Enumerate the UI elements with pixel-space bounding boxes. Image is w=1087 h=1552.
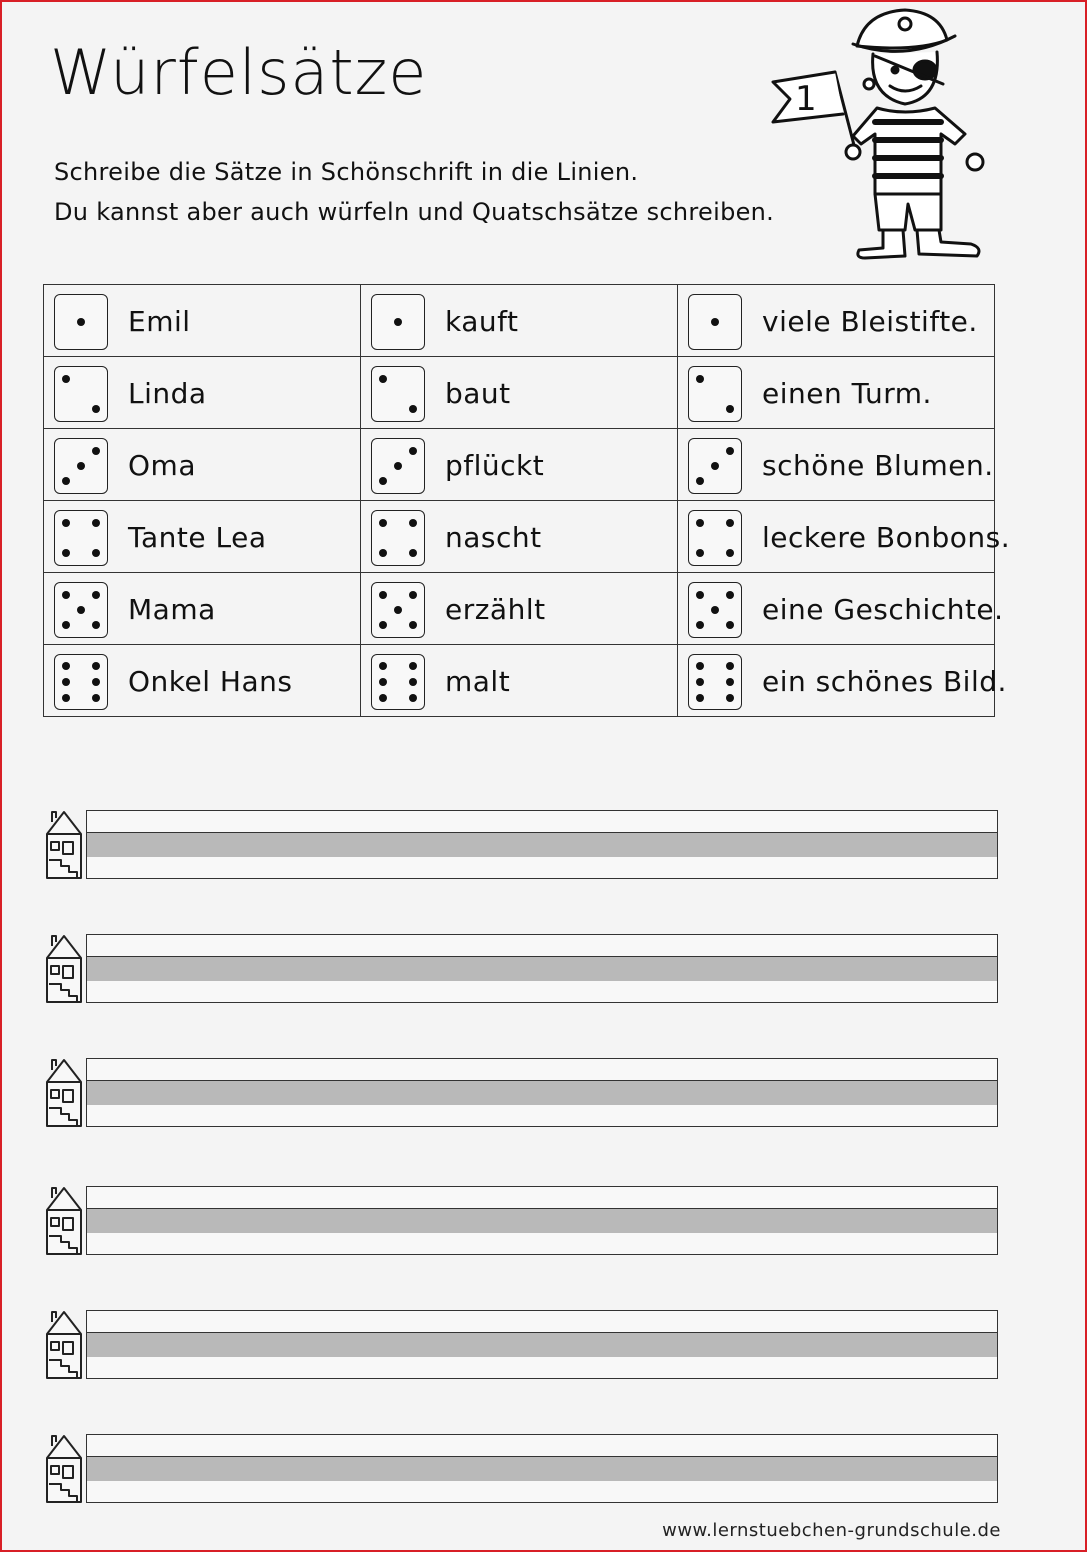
- writing-band[interactable]: [86, 1186, 998, 1256]
- writing-band[interactable]: [86, 1434, 998, 1504]
- pirate-illustration: [765, 4, 995, 264]
- die-pip: [394, 318, 402, 326]
- dice-word: Emil: [128, 305, 191, 338]
- die-pip: [379, 591, 387, 599]
- dice-word: Onkel Hans: [128, 665, 293, 698]
- die-face-icon: [371, 438, 425, 494]
- die-pip: [62, 591, 70, 599]
- dice-cell-subject: [44, 429, 361, 501]
- die-pip: [409, 405, 417, 413]
- dice-cell-object: [678, 501, 1011, 573]
- writing-band[interactable]: [86, 1310, 998, 1380]
- writing-line[interactable]: [44, 1184, 1001, 1258]
- die-pip: [92, 621, 100, 629]
- die-pip: [92, 591, 100, 599]
- die-pip: [726, 549, 734, 557]
- dice-word-table: [43, 284, 1011, 717]
- dice-word: einen Turm.: [762, 377, 932, 410]
- dice-cell-verb: [361, 501, 678, 573]
- die-pip: [409, 447, 417, 455]
- die-pip: [711, 606, 719, 614]
- writing-band-bot: [86, 981, 998, 1003]
- dice-word: Linda: [128, 377, 207, 410]
- dice-row: [44, 429, 995, 501]
- dice-cell-object: [678, 573, 1004, 645]
- die-face-icon: [371, 294, 425, 350]
- dice-word: malt: [445, 665, 511, 698]
- dice-row: [44, 357, 995, 429]
- writing-band-mid: [86, 1208, 998, 1234]
- die-pip: [379, 662, 387, 670]
- dice-row: [44, 573, 995, 645]
- die-pip: [409, 549, 417, 557]
- die-face-icon: [688, 582, 742, 638]
- die-pip: [77, 606, 85, 614]
- dice-cell-subject: [44, 573, 361, 645]
- die-pip: [92, 405, 100, 413]
- dice-cell-object: [678, 285, 995, 357]
- writing-band-bot: [86, 1105, 998, 1127]
- die-pip: [62, 477, 70, 485]
- die-face-icon: [688, 510, 742, 566]
- writing-band-bot: [86, 1481, 998, 1503]
- house-icon: [44, 1432, 84, 1508]
- die-pip: [409, 662, 417, 670]
- die-pip: [726, 678, 734, 686]
- die-pip: [696, 662, 704, 670]
- die-pip: [379, 519, 387, 527]
- dice-cell-subject: [44, 645, 361, 717]
- instruction-line-2: Du kannst aber auch würfeln und Quatschsätze schreiben.: [54, 198, 775, 226]
- dice-row: [44, 285, 995, 357]
- writing-band-top: [86, 1186, 998, 1208]
- die-pip: [62, 375, 70, 383]
- die-pip: [92, 519, 100, 527]
- writing-line[interactable]: [44, 1056, 1001, 1130]
- dice-cell-verb: [361, 429, 678, 501]
- die-face-icon: [371, 654, 425, 710]
- die-pip: [696, 477, 704, 485]
- house-icon: [44, 1056, 84, 1132]
- writing-band-mid: [86, 832, 998, 858]
- die-pip: [696, 591, 704, 599]
- dice-cell-object: [678, 645, 1007, 717]
- writing-line[interactable]: [44, 932, 1001, 1006]
- die-face-icon: [54, 366, 108, 422]
- die-pip: [409, 519, 417, 527]
- dice-cell-subject: [44, 357, 361, 429]
- dice-word: pflückt: [445, 449, 545, 482]
- die-face-icon: [54, 510, 108, 566]
- writing-band-mid: [86, 1080, 998, 1106]
- dice-cell-verb: [361, 285, 678, 357]
- writing-band-top: [86, 1434, 998, 1456]
- dice-word: erzählt: [445, 593, 546, 626]
- die-pip: [696, 621, 704, 629]
- die-pip: [92, 447, 100, 455]
- die-face-icon: [371, 366, 425, 422]
- die-pip: [379, 477, 387, 485]
- dice-word: ein schönes Bild.: [762, 665, 1007, 698]
- footer-url: www.lernstuebchen-grundschule.de: [662, 1520, 1001, 1541]
- die-pip: [726, 662, 734, 670]
- die-pip: [62, 519, 70, 527]
- die-pip: [711, 462, 719, 470]
- dice-word: eine Geschichte.: [762, 593, 1004, 626]
- die-pip: [62, 621, 70, 629]
- dice-cell-verb: [361, 645, 678, 717]
- die-pip: [711, 318, 719, 326]
- die-pip: [726, 591, 734, 599]
- writing-band-mid: [86, 956, 998, 982]
- writing-band-bot: [86, 1233, 998, 1255]
- dice-word: baut: [445, 377, 511, 410]
- dice-word: kauft: [445, 305, 519, 338]
- die-pip: [62, 694, 70, 702]
- die-pip: [77, 318, 85, 326]
- house-icon: [44, 808, 84, 884]
- dice-word: schöne Blumen.: [762, 449, 994, 482]
- die-pip: [379, 694, 387, 702]
- die-pip: [62, 549, 70, 557]
- die-pip: [696, 519, 704, 527]
- writing-band[interactable]: [86, 810, 998, 880]
- writing-band-bot: [86, 857, 998, 879]
- writing-band-top: [86, 934, 998, 956]
- dice-cell-subject: [44, 285, 361, 357]
- die-pip: [92, 694, 100, 702]
- writing-band-top: [86, 1058, 998, 1080]
- dice-word: viele Bleistifte.: [762, 305, 978, 338]
- writing-band[interactable]: [86, 1058, 998, 1128]
- die-pip: [696, 694, 704, 702]
- die-face-icon: [688, 366, 742, 422]
- house-icon: [44, 1308, 84, 1384]
- page-title: Würfelsätze: [50, 36, 428, 109]
- writing-band-mid: [86, 1456, 998, 1482]
- writing-band[interactable]: [86, 934, 998, 1004]
- die-pip: [92, 549, 100, 557]
- dice-cell-subject: [44, 501, 361, 573]
- die-face-icon: [54, 654, 108, 710]
- die-pip: [92, 678, 100, 686]
- die-pip: [409, 591, 417, 599]
- die-pip: [379, 549, 387, 557]
- die-pip: [726, 405, 734, 413]
- writing-line[interactable]: [44, 808, 1001, 882]
- die-pip: [726, 519, 734, 527]
- dice-cell-object: [678, 429, 995, 501]
- writing-line[interactable]: [44, 1432, 1001, 1506]
- die-pip: [409, 621, 417, 629]
- die-face-icon: [54, 438, 108, 494]
- writing-line[interactable]: [44, 1308, 1001, 1382]
- dice-word: leckere Bonbons.: [762, 521, 1011, 554]
- die-face-icon: [688, 438, 742, 494]
- flag-number: 1: [795, 79, 817, 119]
- writing-band-top: [86, 810, 998, 832]
- dice-row: [44, 501, 995, 573]
- die-pip: [92, 662, 100, 670]
- instruction-line-1: Schreibe die Sätze in Schönschrift in die Linien.: [54, 158, 639, 186]
- die-pip: [409, 694, 417, 702]
- die-pip: [394, 606, 402, 614]
- dice-cell-verb: [361, 573, 678, 645]
- die-pip: [394, 462, 402, 470]
- die-pip: [726, 447, 734, 455]
- dice-cell-verb: [361, 357, 678, 429]
- die-pip: [726, 694, 734, 702]
- die-pip: [726, 621, 734, 629]
- die-pip: [379, 621, 387, 629]
- dice-word: Tante Lea: [128, 521, 267, 554]
- die-pip: [62, 662, 70, 670]
- die-face-icon: [688, 294, 742, 350]
- die-pip: [409, 678, 417, 686]
- writing-band-bot: [86, 1357, 998, 1379]
- die-pip: [696, 549, 704, 557]
- die-pip: [379, 678, 387, 686]
- die-pip: [77, 462, 85, 470]
- dice-word: nascht: [445, 521, 542, 554]
- die-pip: [696, 678, 704, 686]
- dice-word: Oma: [128, 449, 196, 482]
- die-face-icon: [54, 294, 108, 350]
- house-icon: [44, 932, 84, 1008]
- writing-band-top: [86, 1310, 998, 1332]
- die-face-icon: [688, 654, 742, 710]
- house-icon: [44, 1184, 84, 1260]
- die-face-icon: [54, 582, 108, 638]
- dice-word: Mama: [128, 593, 216, 626]
- dice-cell-object: [678, 357, 995, 429]
- die-pip: [62, 678, 70, 686]
- writing-band-mid: [86, 1332, 998, 1358]
- die-face-icon: [371, 510, 425, 566]
- die-pip: [696, 375, 704, 383]
- die-face-icon: [371, 582, 425, 638]
- dice-row: [44, 645, 995, 717]
- die-pip: [379, 375, 387, 383]
